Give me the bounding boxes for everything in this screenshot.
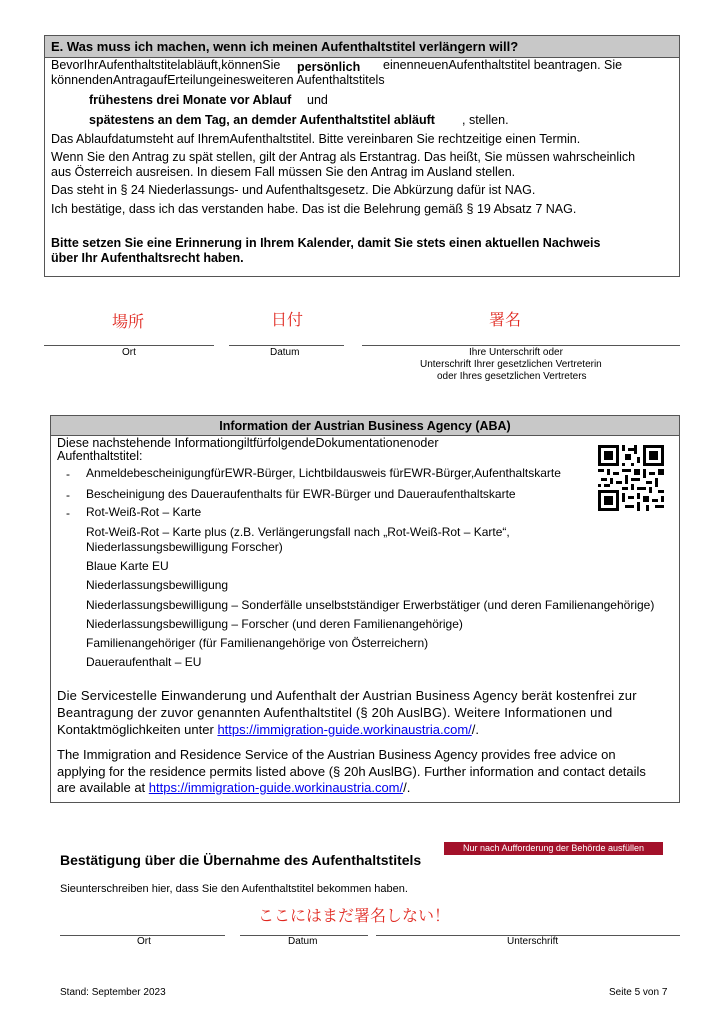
footer-page-number: Seite 5 von 7 xyxy=(609,987,668,998)
ort-caption: Ort xyxy=(122,347,136,358)
confirm-signature-caption: Unterschrift xyxy=(507,936,559,947)
datum-caption: Datum xyxy=(270,347,300,358)
aba-heading: Information der Austrian Business Agency (ABA) xyxy=(51,416,679,436)
section-e-line5: Das Ablaufdatumsteht auf IhremAufenthaltstitel. Bitte vereinbaren Sie rechtzeitige einen Termin. xyxy=(51,132,581,146)
aba-item-6: Niederlassungsbewilligung xyxy=(86,578,229,592)
jp-do-not-sign-note: ここにはまだ署名しない！ xyxy=(258,906,451,925)
aba-bullet-2: - xyxy=(66,506,70,520)
jp-date-label: 日付 xyxy=(271,310,304,329)
aba-de-contact-text: Kontaktmöglichkeiten unter xyxy=(57,722,214,737)
aba-item-8: Niederlassungsbewilligung – Forscher (und deren Familienangehörige) xyxy=(86,617,463,631)
section-e-line6: Wenn Sie den Antrag zu spät stellen, gilt der Antrag als Erstantrag. Das heißt, Sie müssen wahrscheinlich xyxy=(51,150,636,164)
section-e-line1a: BevorIhrAufenthaltstitelabläuft,könnenSie xyxy=(51,58,281,72)
confirm-ort-caption: Ort xyxy=(137,936,151,947)
aba-en-line3: are available at https://immigration-guide.workinaustria.com//. xyxy=(57,780,411,795)
section-e-line1c: einenneuenAufenthaltstitel beantragen. Sie xyxy=(383,58,623,72)
signature-caption-3: oder Ihres gesetzlichen Vertreters xyxy=(437,371,587,382)
aba-item-2: Rot-Weiß-Rot – Karte xyxy=(86,505,202,519)
section-e-line3b: und xyxy=(307,93,328,107)
aba-de-line2: Beantragung der zuvor genannten Aufenthaltstitel (§ 20h AuslBG). Weitere Informationen und xyxy=(57,705,613,720)
aba-de-line3: Kontaktmöglichkeiten unter https://immigration-guide.workinaustria.com//. xyxy=(57,722,479,737)
aba-en-contact-text: are available at xyxy=(57,780,146,795)
section-e-reminder1: Bitte setzen Sie eine Erinnerung in Ihrem Kalender, damit Sie stets einen aktuellen Nachweis xyxy=(51,236,601,250)
authority-badge: Nur nach Aufforderung der Behörde ausfüllen xyxy=(444,842,663,855)
section-e-line4b: , stellen. xyxy=(462,113,509,127)
section-e-reminder2: über Ihr Aufenthaltsrecht haben. xyxy=(51,251,244,265)
aba-bullet-1: - xyxy=(66,488,70,502)
aba-item-0: AnmeldebescheinigungfürEWR-Bürger, Lichtbildausweis fürEWR-Bürger,Aufenthaltskarte xyxy=(86,466,561,480)
aba-item-9: Familienangehöriger (für Familienangehörige von Österreichern) xyxy=(86,636,429,650)
confirm-title: Bestätigung über die Übernahme des Aufenthaltstitels xyxy=(60,852,422,868)
aba-en-line2: applying for the residence permits listed above (§ 20h AuslBG). Further information and contact details xyxy=(57,764,646,779)
aba-item-4: Niederlassungsbewilligung Forscher) xyxy=(86,540,283,554)
aba-bullet-0: - xyxy=(66,467,70,481)
jp-sign-label: 署名 xyxy=(489,310,522,329)
aba-item-3: Rot-Weiß-Rot – Karte plus (z.B. Verlängerungsfall nach „Rot-Weiß-Rot – Karte“, xyxy=(86,525,510,539)
aba-de-line1: Die Servicestelle Einwanderung und Aufenthalt der Austrian Business Agency berät kostenfrei zur xyxy=(57,688,637,703)
aba-item-10: Daueraufenthalt – EU xyxy=(86,655,202,669)
jp-place-label: 場所 xyxy=(112,312,145,331)
qr-code-icon xyxy=(598,445,664,511)
section-e-line2: könnendenAntragaufErteilungeinesweiteren Aufenthaltstitels xyxy=(51,73,385,87)
section-e-line7: aus Österreich ausreisen. In diesem Fall müssen Sie den Antrag im Ausland stellen. xyxy=(51,165,516,179)
section-e-line3a: frühestens drei Monate vor Ablauf xyxy=(89,93,292,107)
aba-en-line1: The Immigration and Residence Service of the Austrian Business Agency provides free advice on xyxy=(57,747,616,762)
datum-line xyxy=(229,345,344,346)
signature-line xyxy=(362,345,680,346)
aba-link-de[interactable]: https://immigration-guide.workinaustria.com/ xyxy=(217,722,472,737)
section-e-line9: Ich bestätige, dass ich das verstanden habe. Das ist die Belehrung gemäß § 19 Absatz 7 NAG. xyxy=(51,202,577,216)
ort-line xyxy=(44,345,214,346)
confirm-datum-caption: Datum xyxy=(288,936,318,947)
section-e-line1b: persönlich xyxy=(297,60,361,74)
aba-item-1: Bescheinigung des Daueraufenthalts für EWR-Bürger und Daueraufenthaltskarte xyxy=(86,487,516,501)
section-e-line8: Das steht in § 24 Niederlassungs- und Aufenthaltsgesetz. Die Abkürzung dafür ist NAG. xyxy=(51,183,536,197)
aba-intro-1: Diese nachstehende InformationgiltfürfolgendeDokumentationenoder xyxy=(57,436,439,450)
signature-caption-1: Ihre Unterschrift oder xyxy=(469,347,563,358)
signature-caption-2: Unterschrift Ihrer gesetzlichen Vertreterin xyxy=(420,359,602,370)
section-e-heading: E. Was muss ich machen, wenn ich meinen Aufenthaltstitel verlängern will? xyxy=(45,36,679,58)
confirm-text: Sieunterschreiben hier, dass Sie den Aufenthaltstitel bekommen haben. xyxy=(60,883,408,895)
section-e-line4a: spätestens an dem Tag, an demder Aufenthaltstitel abläuft xyxy=(89,113,435,127)
footer-stand: Stand: September 2023 xyxy=(60,987,166,998)
aba-intro-2: Aufenthaltstitel: xyxy=(57,449,143,463)
aba-item-5: Blaue Karte EU xyxy=(86,559,169,573)
aba-item-7: Niederlassungsbewilligung – Sonderfälle unselbstständiger Erwerbstätiger (und deren Familienangehörige) xyxy=(86,598,655,612)
aba-link-en[interactable]: https://immigration-guide.workinaustria.com/ xyxy=(148,780,404,795)
